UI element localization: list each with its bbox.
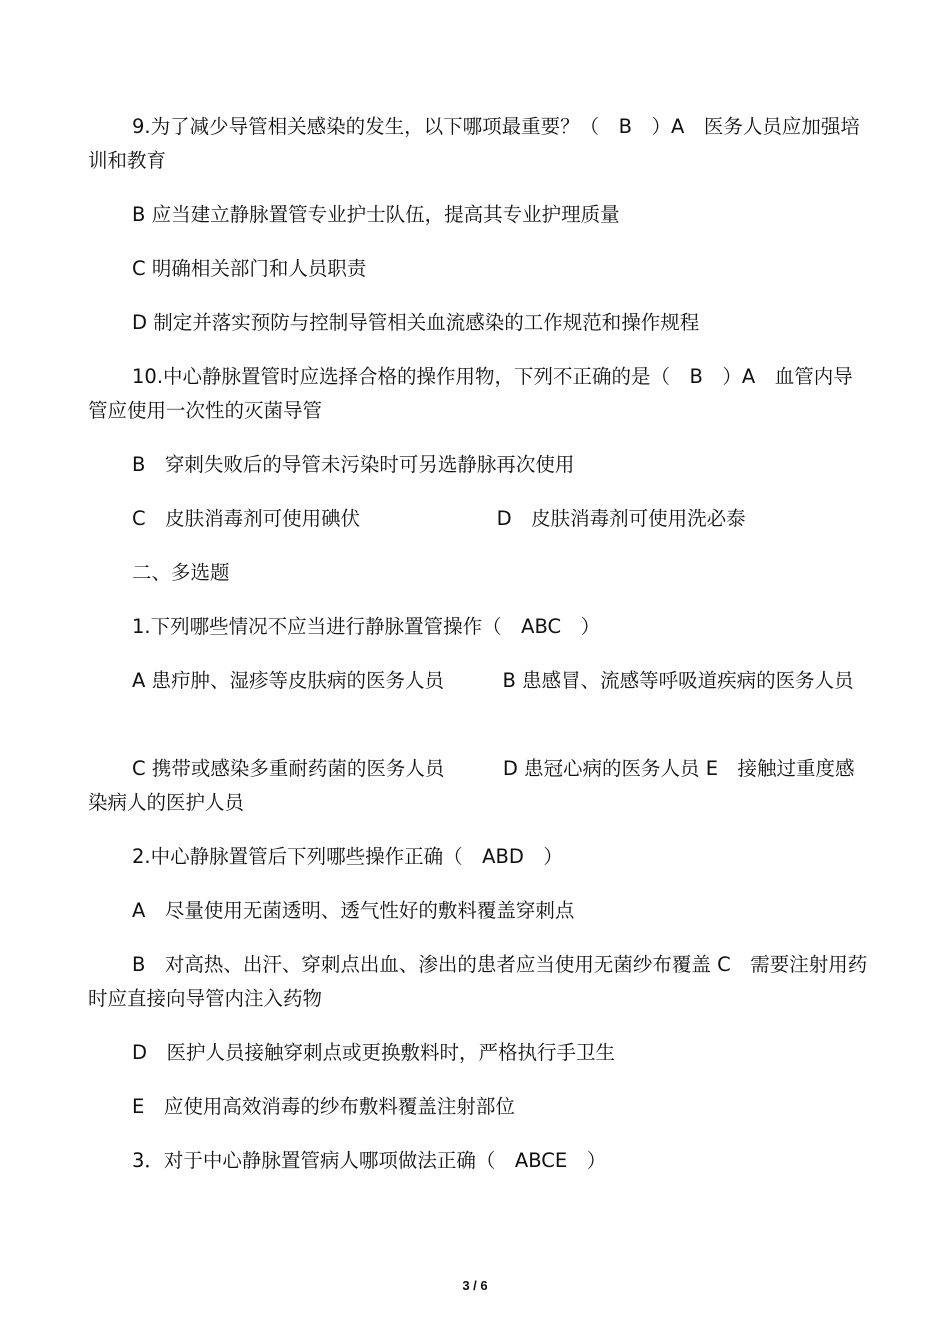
question-9: 9.为了减少导管相关感染的发生，以下哪项最重要？（ B ）A 医务人员应加强培训和教育 xyxy=(88,115,860,172)
multi-option-1cde: C 携带或感染多重耐药菌的医务人员 D 患冠心病的医务人员 E 接触过重度感染病人的医护人员 xyxy=(88,757,855,814)
multi-option-2bc: B 对高热、出汗、穿刺点出血、渗出的患者应当使用无菌纱布覆盖 C 需要注射用药时应直接向导管内注入药物 xyxy=(88,953,868,1010)
multi-option-2e: E 应使用高效消毒的纱布敷料覆盖注射部位 xyxy=(132,1095,515,1118)
option-9c: C 明确相关部门和人员职责 xyxy=(132,257,367,280)
option-10cd: C 皮肤消毒剂可使用碘伏 D 皮肤消毒剂可使用洗必泰 xyxy=(132,507,746,530)
page-number: 3 / 6 xyxy=(462,1278,488,1293)
question-10: 10.中心静脉置管时应选择合格的操作用物，下列不正确的是（ B ）A 血管内导管应使用一次性的灭菌导管 xyxy=(88,365,853,422)
section-heading-multiple-choice: 二、多选题 xyxy=(132,561,230,584)
option-9b: B 应当建立静脉置管专业护士队伍，提高其专业护理质量 xyxy=(132,203,620,226)
multi-question-1: 1.下列哪些情况不应当进行静脉置管操作（ ABC ） xyxy=(132,615,601,638)
multi-option-2a: A 尽量使用无菌透明、透气性好的敷料覆盖穿刺点 xyxy=(132,899,575,922)
option-9d: D 制定并落实预防与控制导管相关血流感染的工作规范和操作规程 xyxy=(132,311,700,334)
option-10b: B 穿刺失败后的导管未污染时可另选静脉再次使用 xyxy=(132,453,575,476)
multi-question-2: 2.中心静脉置管后下列哪些操作正确（ ABD ） xyxy=(132,845,563,868)
multi-question-3: 3．对于中心静脉置管病人哪项做法正确（ ABCE ） xyxy=(132,1149,607,1172)
multi-option-2d: D 医护人员接触穿刺点或更换敷料时，严格执行手卫生 xyxy=(132,1041,616,1064)
multi-option-1ab: A 患疖肿、湿疹等皮肤病的医务人员 B 患感冒、流感等呼吸道疾病的医务人员 xyxy=(132,669,854,692)
